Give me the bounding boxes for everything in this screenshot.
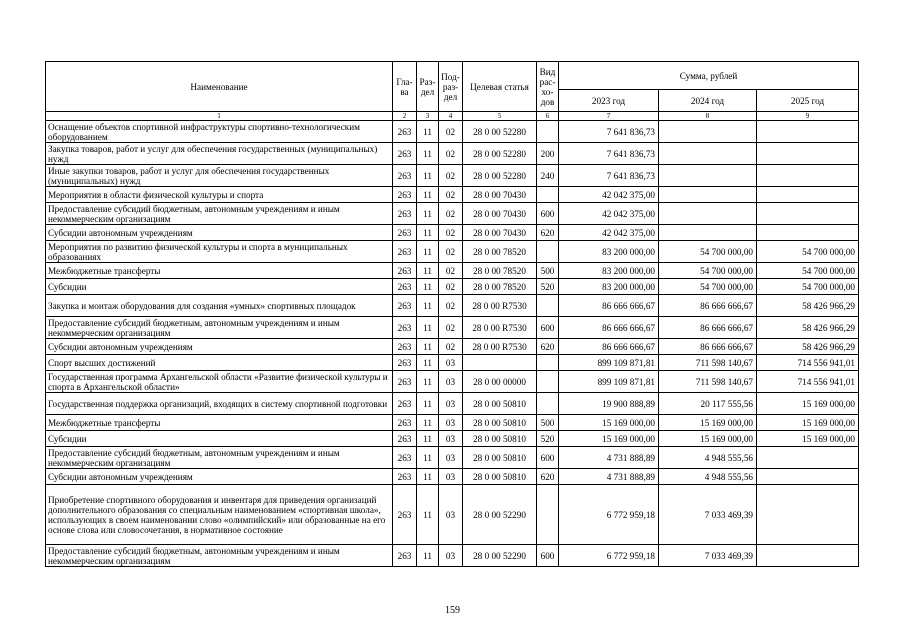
row-sum-2024: 54 700 000,00 <box>659 279 757 295</box>
header-2025: 2025 год <box>757 90 859 112</box>
row-glava: 263 <box>393 203 417 225</box>
row-target <box>463 355 537 371</box>
row-vid: 500 <box>537 263 559 279</box>
table-row <box>46 485 859 545</box>
row-sum-2025: 58 426 966,29 <box>757 339 859 355</box>
header-name: Наименование <box>46 62 393 112</box>
header-razdel: Раз-дел <box>417 62 439 112</box>
row-podrazdel: 02 <box>439 165 463 187</box>
row-razdel: 11 <box>417 225 439 241</box>
table-row <box>46 355 859 371</box>
row-sum-2023: 4 731 888,89 <box>559 469 659 485</box>
row-target: 28 0 00 70430 <box>463 187 537 203</box>
row-vid <box>537 355 559 371</box>
row-sum-2023: 42 042 375,00 <box>559 225 659 241</box>
row-sum-2025 <box>757 225 859 241</box>
row-podrazdel: 03 <box>439 485 463 545</box>
row-podrazdel: 02 <box>439 279 463 295</box>
row-target: 28 0 00 50810 <box>463 447 537 469</box>
row-sum-2025: 54 700 000,00 <box>757 279 859 295</box>
table-row <box>46 225 859 241</box>
row-podrazdel: 03 <box>439 431 463 447</box>
row-sum-2025: 15 169 000,00 <box>757 431 859 447</box>
row-name: Предоставление субсидий бюджетным, автономным учреждениям и иным некоммерческим организациям <box>46 447 393 469</box>
row-name: Субсидии автономным учреждениям <box>46 225 393 241</box>
header-glava: Гла-ва <box>393 62 417 112</box>
row-name: Субсидии <box>46 431 393 447</box>
row-razdel: 11 <box>417 415 439 431</box>
row-vid: 600 <box>537 317 559 339</box>
row-glava: 263 <box>393 225 417 241</box>
row-razdel: 11 <box>417 187 439 203</box>
row-podrazdel: 03 <box>439 393 463 415</box>
table-row <box>46 415 859 431</box>
row-sum-2024: 711 598 140,67 <box>659 355 757 371</box>
row-podrazdel: 03 <box>439 371 463 393</box>
row-sum-2024: 4 948 555,56 <box>659 447 757 469</box>
row-sum-2024: 54 700 000,00 <box>659 241 757 263</box>
row-sum-2024: 54 700 000,00 <box>659 263 757 279</box>
row-glava: 263 <box>393 121 417 143</box>
col-num: 9 <box>757 112 859 121</box>
row-sum-2023: 6 772 959,18 <box>559 545 659 567</box>
row-sum-2024 <box>659 225 757 241</box>
row-vid <box>537 187 559 203</box>
row-vid: 500 <box>537 415 559 431</box>
row-vid <box>537 121 559 143</box>
row-target: 28 0 00 52290 <box>463 485 537 545</box>
row-sum-2024: 7 033 469,39 <box>659 485 757 545</box>
row-sum-2024: 86 666 666,67 <box>659 295 757 317</box>
row-podrazdel: 03 <box>439 447 463 469</box>
row-podrazdel: 03 <box>439 355 463 371</box>
row-name: Субсидии автономным учреждениям <box>46 469 393 485</box>
row-vid: 620 <box>537 225 559 241</box>
row-sum-2024 <box>659 143 757 165</box>
row-target: 28 0 00 50810 <box>463 393 537 415</box>
row-sum-2023: 83 200 000,00 <box>559 263 659 279</box>
row-sum-2025 <box>757 469 859 485</box>
row-podrazdel: 02 <box>439 263 463 279</box>
row-razdel: 11 <box>417 165 439 187</box>
row-glava: 263 <box>393 263 417 279</box>
row-glava: 263 <box>393 469 417 485</box>
table-row <box>46 279 859 295</box>
row-name: Закупка и монтаж оборудования для создания «умных» спортивных площадок <box>46 295 393 317</box>
table-row <box>46 545 859 567</box>
row-target: 28 0 00 52280 <box>463 121 537 143</box>
row-glava: 263 <box>393 485 417 545</box>
row-razdel: 11 <box>417 317 439 339</box>
row-razdel: 11 <box>417 143 439 165</box>
row-target: 28 0 00 52290 <box>463 545 537 567</box>
row-razdel: 11 <box>417 263 439 279</box>
row-sum-2025: 15 169 000,00 <box>757 415 859 431</box>
row-sum-2024: 15 169 000,00 <box>659 431 757 447</box>
row-glava: 263 <box>393 317 417 339</box>
row-name: Оснащение объектов спортивной инфраструктуры спортивно-технологическим оборудованием <box>46 121 393 143</box>
row-vid: 600 <box>537 203 559 225</box>
table-row <box>46 295 859 317</box>
row-glava: 263 <box>393 279 417 295</box>
table-row <box>46 203 859 225</box>
row-podrazdel: 02 <box>439 295 463 317</box>
table-row <box>46 121 859 143</box>
row-sum-2023: 899 109 871,81 <box>559 355 659 371</box>
table-row <box>46 339 859 355</box>
row-target: 28 0 00 R7530 <box>463 339 537 355</box>
row-sum-2023: 86 666 666,67 <box>559 295 659 317</box>
row-sum-2024: 711 598 140,67 <box>659 371 757 393</box>
col-num: 8 <box>659 112 757 121</box>
row-sum-2023: 7 641 836,73 <box>559 143 659 165</box>
row-name: Закупка товаров, работ и услуг для обеспечения государственных (муниципальных) нужд <box>46 143 393 165</box>
row-podrazdel: 02 <box>439 225 463 241</box>
row-razdel: 11 <box>417 431 439 447</box>
row-razdel: 11 <box>417 121 439 143</box>
row-name: Приобретение спортивного оборудования и инвентаря для приведения организаций дополнительного образования со специальным наименованием «спортивная школа», использующих в своем наименовании слово «олимпийский» или образованные на его основе слова или словосочетания, в нормативное состояние <box>46 485 393 545</box>
table-row <box>46 241 859 263</box>
row-vid <box>537 371 559 393</box>
row-razdel: 11 <box>417 295 439 317</box>
header-2024: 2024 год <box>659 90 757 112</box>
row-name: Субсидии автономным учреждениям <box>46 339 393 355</box>
row-sum-2024: 86 666 666,67 <box>659 339 757 355</box>
row-sum-2025: 714 556 941,01 <box>757 371 859 393</box>
row-vid: 600 <box>537 545 559 567</box>
row-target: 28 0 00 R7530 <box>463 317 537 339</box>
row-glava: 263 <box>393 371 417 393</box>
table-row <box>46 263 859 279</box>
row-sum-2025 <box>757 121 859 143</box>
row-glava: 263 <box>393 339 417 355</box>
row-target: 28 0 00 78520 <box>463 279 537 295</box>
row-sum-2025 <box>757 203 859 225</box>
col-num: 5 <box>463 112 537 121</box>
row-podrazdel: 02 <box>439 317 463 339</box>
row-vid: 620 <box>537 339 559 355</box>
row-name: Мероприятия по развитию физической культуры и спорта в муниципальных образованиях <box>46 241 393 263</box>
row-sum-2025 <box>757 545 859 567</box>
row-target: 28 0 00 R7530 <box>463 295 537 317</box>
col-num: 4 <box>439 112 463 121</box>
row-sum-2024: 7 033 469,39 <box>659 545 757 567</box>
row-glava: 263 <box>393 431 417 447</box>
row-sum-2023: 86 666 666,67 <box>559 339 659 355</box>
row-podrazdel: 03 <box>439 415 463 431</box>
row-name: Предоставление субсидий бюджетным, автономным учреждениям и иным некоммерческим организациям <box>46 317 393 339</box>
row-name: Субсидии <box>46 279 393 295</box>
table-row <box>46 165 859 187</box>
header-target: Целевая статья <box>463 62 537 112</box>
row-vid <box>537 241 559 263</box>
row-sum-2024: 20 117 555,56 <box>659 393 757 415</box>
row-podrazdel: 03 <box>439 545 463 567</box>
row-sum-2023: 86 666 666,67 <box>559 317 659 339</box>
row-name: Предоставление субсидий бюджетным, автономным учреждениям и иным некоммерческим организациям <box>46 545 393 567</box>
row-vid: 620 <box>537 469 559 485</box>
row-name: Предоставление субсидий бюджетным, автономным учреждениям и иным некоммерческим организациям <box>46 203 393 225</box>
row-sum-2024: 4 948 555,56 <box>659 469 757 485</box>
row-glava: 263 <box>393 393 417 415</box>
row-sum-2023: 4 731 888,89 <box>559 447 659 469</box>
row-name: Спорт высших достижений <box>46 355 393 371</box>
row-razdel: 11 <box>417 371 439 393</box>
table-row <box>46 187 859 203</box>
row-sum-2025 <box>757 485 859 545</box>
row-sum-2023: 899 109 871,81 <box>559 371 659 393</box>
col-num: 6 <box>537 112 559 121</box>
row-sum-2023: 83 200 000,00 <box>559 279 659 295</box>
row-vid <box>537 295 559 317</box>
col-num: 1 <box>46 112 393 121</box>
row-razdel: 11 <box>417 485 439 545</box>
row-sum-2025: 15 169 000,00 <box>757 393 859 415</box>
row-sum-2023: 42 042 375,00 <box>559 187 659 203</box>
col-num: 3 <box>417 112 439 121</box>
row-target: 28 0 00 52280 <box>463 165 537 187</box>
row-vid: 520 <box>537 279 559 295</box>
row-razdel: 11 <box>417 393 439 415</box>
row-vid: 200 <box>537 143 559 165</box>
row-sum-2023: 19 900 888,89 <box>559 393 659 415</box>
row-podrazdel: 02 <box>439 339 463 355</box>
row-name: Иные закупки товаров, работ и услуг для обеспечения государственных (муниципальных) нужд <box>46 165 393 187</box>
row-razdel: 11 <box>417 279 439 295</box>
row-sum-2024: 15 169 000,00 <box>659 415 757 431</box>
row-vid <box>537 393 559 415</box>
table-row <box>46 317 859 339</box>
row-sum-2025 <box>757 165 859 187</box>
table-row <box>46 469 859 485</box>
row-glava: 263 <box>393 355 417 371</box>
row-sum-2025 <box>757 447 859 469</box>
row-name: Межбюджетные трансферты <box>46 263 393 279</box>
row-podrazdel: 02 <box>439 241 463 263</box>
row-glava: 263 <box>393 415 417 431</box>
row-vid: 240 <box>537 165 559 187</box>
row-glava: 263 <box>393 143 417 165</box>
row-razdel: 11 <box>417 203 439 225</box>
row-target: 28 0 00 50810 <box>463 469 537 485</box>
row-podrazdel: 02 <box>439 143 463 165</box>
row-glava: 263 <box>393 241 417 263</box>
page-number: 159 <box>445 605 460 616</box>
row-vid: 520 <box>537 431 559 447</box>
column-number-row <box>46 112 859 121</box>
row-sum-2023: 42 042 375,00 <box>559 203 659 225</box>
row-sum-2025 <box>757 187 859 203</box>
row-target: 28 0 00 78520 <box>463 263 537 279</box>
row-sum-2025: 58 426 966,29 <box>757 317 859 339</box>
row-razdel: 11 <box>417 339 439 355</box>
row-glava: 263 <box>393 545 417 567</box>
row-sum-2024 <box>659 187 757 203</box>
row-sum-2024 <box>659 165 757 187</box>
table-row <box>46 371 859 393</box>
row-sum-2025: 58 426 966,29 <box>757 295 859 317</box>
row-sum-2024: 86 666 666,67 <box>659 317 757 339</box>
header-2023: 2023 год <box>559 90 659 112</box>
table-row <box>46 447 859 469</box>
row-razdel: 11 <box>417 545 439 567</box>
row-sum-2025: 54 700 000,00 <box>757 263 859 279</box>
row-target: 28 0 00 70430 <box>463 225 537 241</box>
row-target: 28 0 00 78520 <box>463 241 537 263</box>
row-vid: 600 <box>537 447 559 469</box>
row-sum-2025 <box>757 143 859 165</box>
table-body <box>46 121 859 567</box>
row-name: Межбюджетные трансферты <box>46 415 393 431</box>
row-podrazdel: 02 <box>439 121 463 143</box>
row-razdel: 11 <box>417 355 439 371</box>
col-num: 7 <box>559 112 659 121</box>
header-podrazdel: Под-раз-дел <box>439 62 463 112</box>
row-target: 28 0 00 50810 <box>463 431 537 447</box>
row-glava: 263 <box>393 447 417 469</box>
header-row-1 <box>46 62 859 90</box>
row-sum-2023: 83 200 000,00 <box>559 241 659 263</box>
row-sum-2024 <box>659 121 757 143</box>
row-vid <box>537 485 559 545</box>
table-row <box>46 143 859 165</box>
row-target: 28 0 00 70430 <box>463 203 537 225</box>
table-row <box>46 431 859 447</box>
row-podrazdel: 03 <box>439 469 463 485</box>
budget-table <box>45 61 859 567</box>
row-target: 28 0 00 50810 <box>463 415 537 431</box>
row-sum-2023: 15 169 000,00 <box>559 415 659 431</box>
row-razdel: 11 <box>417 241 439 263</box>
row-sum-2023: 7 641 836,73 <box>559 165 659 187</box>
row-razdel: 11 <box>417 469 439 485</box>
table-row <box>46 393 859 415</box>
row-podrazdel: 02 <box>439 187 463 203</box>
header-sum: Сумма, рублей <box>559 62 859 90</box>
col-num: 2 <box>393 112 417 121</box>
row-name: Государственная программа Архангельской области «Развитие физической культуры и спорта в Архангельской области» <box>46 371 393 393</box>
row-sum-2023: 15 169 000,00 <box>559 431 659 447</box>
row-glava: 263 <box>393 187 417 203</box>
header-vid: Вид рас-хо-дов <box>537 62 559 112</box>
row-glava: 263 <box>393 165 417 187</box>
row-razdel: 11 <box>417 447 439 469</box>
row-name: Мероприятия в области физической культуры и спорта <box>46 187 393 203</box>
row-sum-2025: 714 556 941,01 <box>757 355 859 371</box>
row-sum-2025: 54 700 000,00 <box>757 241 859 263</box>
row-glava: 263 <box>393 295 417 317</box>
row-name: Государственная поддержка организаций, входящих в систему спортивной подготовки <box>46 393 393 415</box>
row-sum-2023: 6 772 959,18 <box>559 485 659 545</box>
row-target: 28 0 00 52280 <box>463 143 537 165</box>
row-sum-2023: 7 641 836,73 <box>559 121 659 143</box>
row-podrazdel: 02 <box>439 203 463 225</box>
row-target: 28 0 00 00000 <box>463 371 537 393</box>
row-sum-2024 <box>659 203 757 225</box>
